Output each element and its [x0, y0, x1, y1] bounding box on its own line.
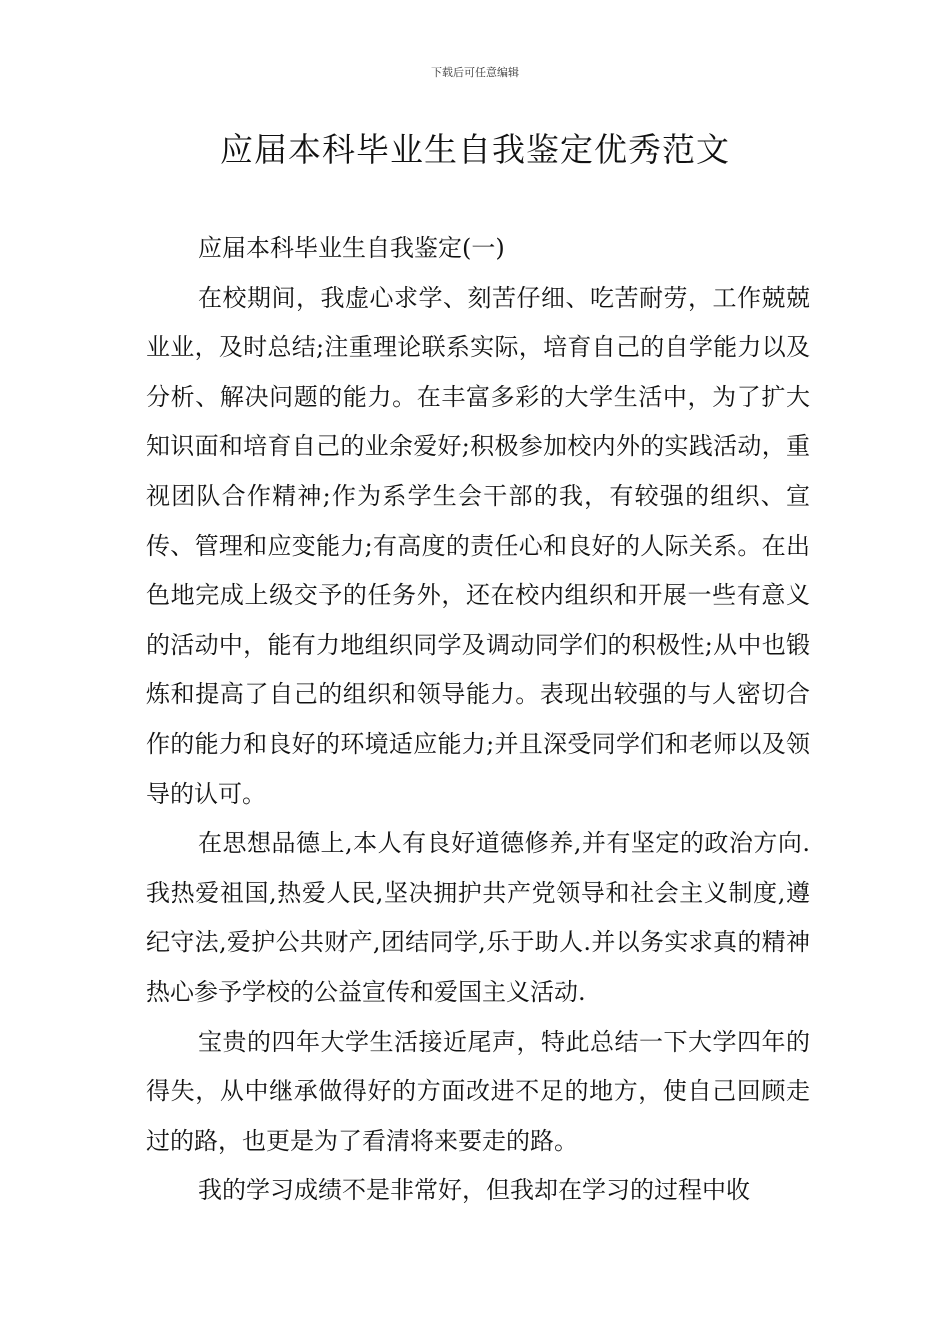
- section-heading: 应届本科毕业生自我鉴定(一): [198, 234, 505, 262]
- paragraph: 我的学习成绩不是非常好，但我却在学习的过程中收: [198, 1176, 750, 1205]
- paragraph: 在思想品德上,本人有良好道德修养,并有坚定的政治方向.我热爱祖国,热爱人民,坚决拥护共产党领导和社会主义制度,遵纪守法,爱护公共财产,团结同学,乐于助人.并以务实求真的精神热心参予学校的公益宣传和爱国主义活动.: [146, 829, 810, 1006]
- document-title: 应届本科毕业生自我鉴定优秀范文: [220, 130, 730, 169]
- paragraph: 在校期间，我虚心求学、刻苦仔细、吃苦耐劳，工作兢兢业业，及时总结;注重理论联系实际，培育自己的自学能力以及分析、解决问题的能力。在丰富多彩的大学生活中，为了扩大知识面和培育自己的业余爱好;积极参加校内外的实践活动，重视团队合作精神;作为系学生会干部的我，有较强的组织、宣传、管理和应变能力;有高度的责任心和良好的人际关系。在出色地完成上级交予的任务外，还在校内组织和开展一些有意义的活动中，能有力地组织同学及调动同学们的积极性;从中也锻炼和提高了自己的组织和领导能力。表现出较强的与人密切合作的能力和良好的环境适应能力;并且深受同学们和老师以及领导的认可。: [146, 283, 810, 808]
- header-note: 下载后可任意编辑: [431, 66, 519, 79]
- paragraph: 宝贵的四年大学生活接近尾声，特此总结一下大学四年的得失，从中继承做得好的方面改进不足的地方，使自己回顾走过的路，也更是为了看清将来要走的路。: [146, 1027, 810, 1155]
- document-body: [146, 224, 810, 1216]
